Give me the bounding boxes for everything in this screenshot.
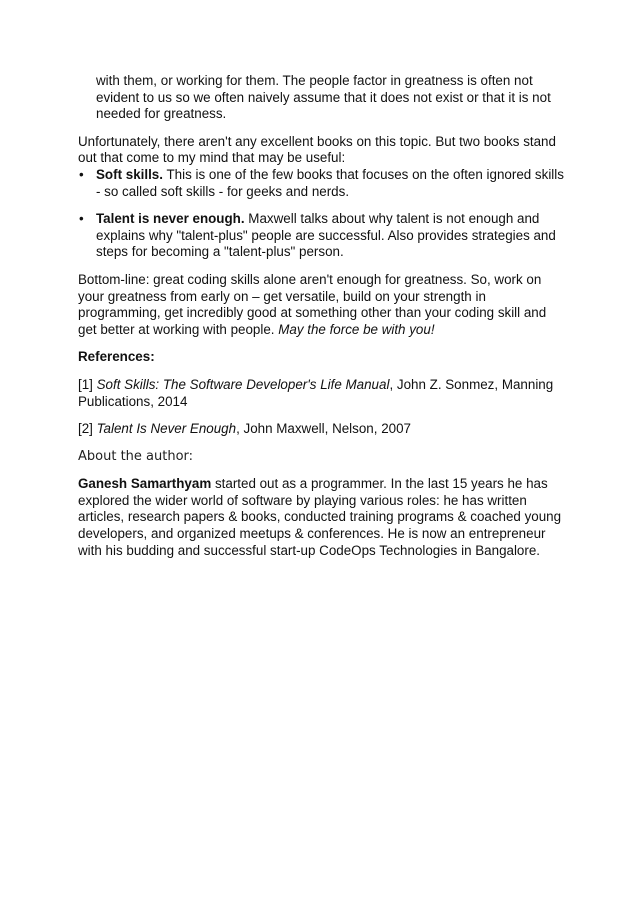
- bullet-icon: •: [79, 211, 84, 227]
- reference-1: [78, 377, 568, 410]
- references-heading: [78, 349, 568, 366]
- book-description: This is one of the few books that focuses on the often ignored skills - so called soft skills - for geeks and nerds.: [96, 166, 564, 199]
- about-heading: About the author:: [78, 448, 194, 464]
- reference-number: [2]: [78, 421, 97, 437]
- book-title: Soft skills.: [96, 166, 163, 182]
- author-bio: [78, 476, 568, 559]
- reference-number: [1]: [78, 376, 97, 392]
- bullet-icon: •: [79, 166, 84, 182]
- reference-details: , John Z. Sonmez, Manning Publications, 2014: [78, 376, 554, 409]
- reference-title: Talent Is Never Enough: [96, 421, 237, 437]
- reference-details: , John Maxwell, Nelson, 2007: [236, 421, 411, 437]
- book-title: Talent is never enough.: [96, 211, 245, 227]
- intro-paragraph: Unfortunately, there aren't any excellent books on this topic. But two books stand out that come to my mind that may be useful:: [78, 133, 556, 166]
- bottom-line-text: Bottom-line: great coding skills alone aren't enough for greatness. So, work on your greatness from early on – get versatile, build on your strength in programming, get incredibly good at something other than your coding skill and get better at working with people.: [78, 271, 547, 337]
- list-item-soft-skills: [78, 167, 568, 200]
- author-bio-text: started out as a programmer. In the last 15 years he has explored the wider world of software by playing various roles: he has written articles, research papers & books, conducted training programs & coached young developers, and organized meetups & conferences. He is now an entrepreneur with his budding and successful start-up CodeOps Technologies in Bangalore.: [78, 476, 562, 558]
- page-content: [78, 73, 568, 559]
- bottom-line-paragraph: [78, 272, 568, 338]
- reference-2: [78, 421, 568, 438]
- references-heading-text: References:: [78, 349, 155, 365]
- continuation-paragraph: with them, or working for them. The people factor in greatness is often not evident to us so we often naively assume that it does not exist or that it is not needed for greatness.: [96, 73, 551, 122]
- book-description: Maxwell talks about why talent is not enough and explains why "talent-plus" people are successful. Also provides strategies and steps for becoming a "talent-plus" person.: [96, 211, 556, 260]
- book-list: [78, 167, 568, 261]
- list-item-talent: [78, 211, 568, 261]
- author-name: Ganesh Samarthyam: [78, 476, 212, 492]
- closing-phrase: May the force be with you!: [278, 321, 435, 337]
- reference-title: Soft Skills: The Software Developer's Life Manual: [96, 376, 390, 392]
